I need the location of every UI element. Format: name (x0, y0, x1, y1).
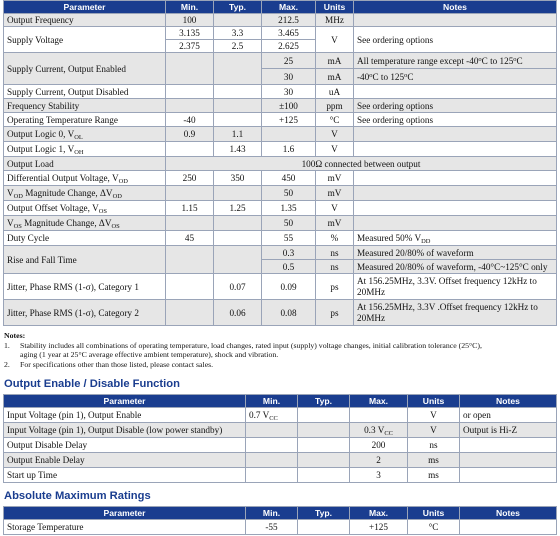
footnote-2: 2. For specifications other than those listed, please contact sales. (4, 359, 214, 369)
table-row: Output Logic 0, $V_{OL}$ 0.9 1.1 V (4, 127, 557, 142)
table-row: Start up Time 3 ms (4, 468, 557, 483)
col-max: Max. (262, 1, 316, 14)
table-row: Output Frequency 100 212.5 MHz (4, 14, 557, 27)
table-row: Input Voltage (pin 1), Output Disable (low power standby) 0.3 $V_{CC}$ V Output is Hi-Z (4, 423, 557, 438)
spec-table (3, 0, 557, 326)
table-header (4, 1, 557, 14)
col-notes: Notes (354, 1, 557, 14)
footnotes-title: Notes: (4, 331, 26, 340)
col-min: Min. (166, 1, 214, 14)
col-parameter: Parameter (4, 1, 166, 14)
table-row: Differential Output Voltage, $V_{OD}$ 250 350 450 mV (4, 171, 557, 186)
table-row: 30 mA -40$^o$C to 125$^o$C (4, 69, 557, 85)
table-row: Jitter, Phase RMS (1-σ), Category 1 0.07 0.09 ps At 156.25MHz, 3.3V. Offset frequency 12kHz to 20MHz (4, 274, 557, 300)
table-row: Frequency Stability ±100 ppm See ordering options (4, 99, 557, 113)
col-units: Units (316, 1, 354, 14)
col-typ: Typ. (214, 1, 262, 14)
table-row: Supply Voltage 3.135 3.3 3.465 V See ordering options (4, 27, 557, 40)
table-row: Supply Current, Output Enabled 25 mA All temperature range except -40$^o$C to 125$^o$C (4, 53, 557, 69)
table-row: Storage Temperature -55 +125 °C (4, 520, 557, 535)
table-row: Output Enable Delay 2 ms (4, 453, 557, 468)
table-row: Input Voltage (pin 1), Output Enable 0.7 $V_{CC}$ V or open (4, 408, 557, 423)
table-row: Output Offset Voltage, $V_{OS}$ 1.15 1.25 1.35 V (4, 201, 557, 216)
table-row: Rise and Fall Time 0.3 ns Measured 20/80% of waveform (4, 246, 557, 260)
table-row: $V_{OS}$ Magnitude Change, $\Delta V_{OS}$ 50 mV (4, 216, 557, 231)
section-title-output-enable: Output Enable / Disable Function (4, 378, 180, 390)
abs-max-table (3, 506, 557, 535)
table-header: Parameter Min. Typ. Max. Units Notes (4, 507, 557, 520)
table-row: Output Logic 1, $V_{OH}$ 1.43 1.6 V (4, 142, 557, 157)
table-row: 2.375 2.5 2.625 (4, 40, 557, 53)
table-row: Operating Temperature Range -40 +125 °C See ordering options (4, 113, 557, 127)
output-enable-table (3, 394, 557, 483)
table-row: 0.5 ns Measured 20/80% of waveform, -40°C~125°C only (4, 260, 557, 274)
table-header: Parameter Min. Typ. Max. Units Notes (4, 395, 557, 408)
footnote-1-cont: aging (1 year at 25°C average effective ambient temperature), shock and vibration. (20, 350, 279, 359)
footnotes (4, 331, 552, 369)
section-title-abs-max: Absolute Maximum Ratings (4, 490, 151, 502)
table-row: $V_{OD}$ Magnitude Change, $\Delta V_{OD}$ 50 mV (4, 186, 557, 201)
table-row: Output Load 100Ω connected between output (4, 157, 557, 171)
table-row: Output Disable Delay 200 ns (4, 438, 557, 453)
table-row: Supply Current, Output Disabled 30 uA (4, 85, 557, 99)
table-row: Duty Cycle 45 55 % Measured 50% $V_{DD}$ (4, 231, 557, 246)
table-row: Jitter, Phase RMS (1-σ), Category 2 0.06 0.08 ps At 156.25MHz, 3.3V .Offset frequency 12kHz to 20MHz (4, 300, 557, 326)
footnote-1: 1. Stability includes all combinations of operating temperature, load changes, rated input (supply) voltage changes, initial calibration tolerance (25°C), (4, 340, 482, 350)
